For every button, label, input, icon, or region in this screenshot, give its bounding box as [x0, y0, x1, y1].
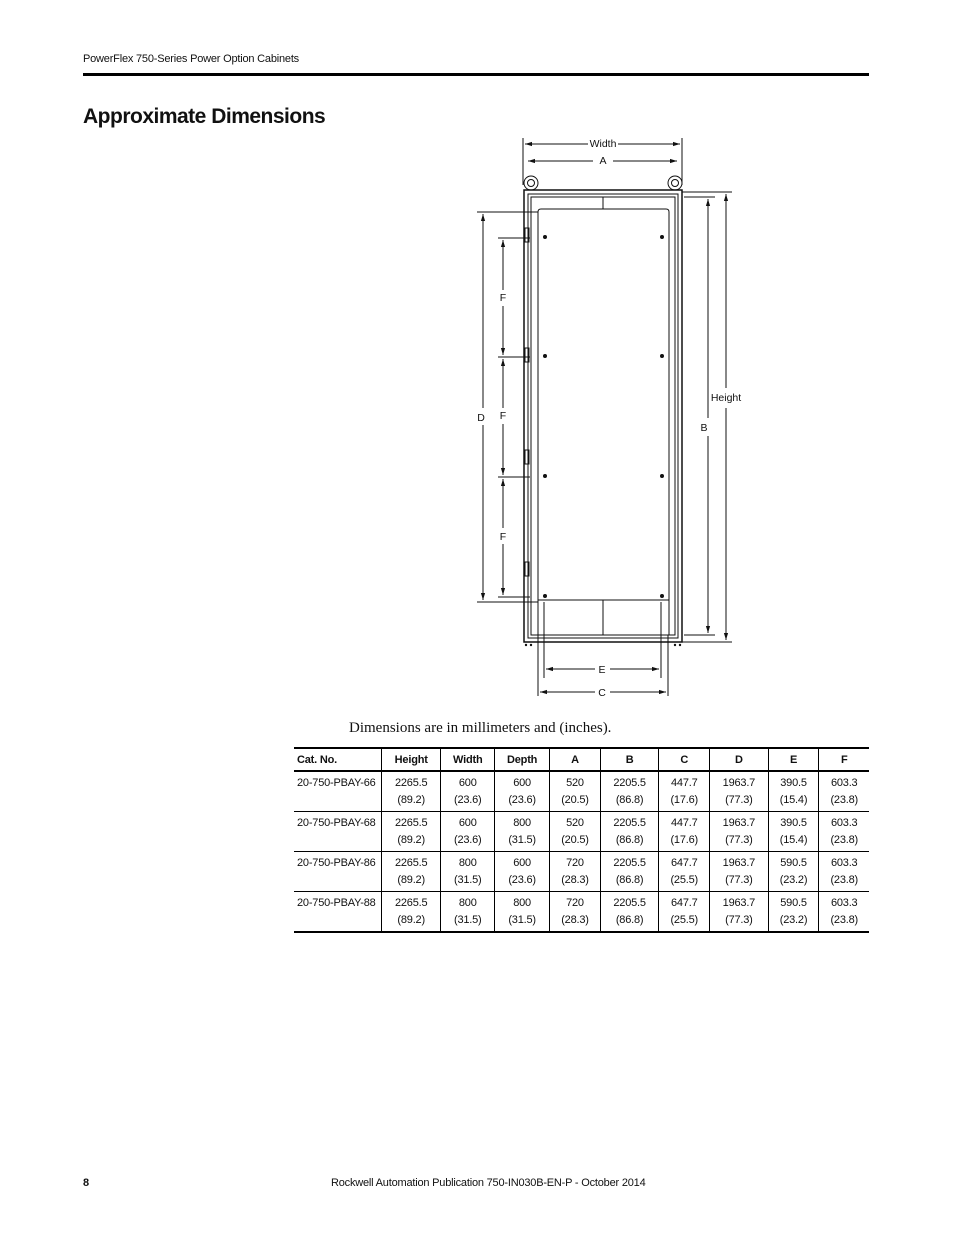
value-cell [441, 852, 495, 892]
label-b: B [700, 422, 708, 434]
col-header: C [659, 748, 710, 771]
running-head: PowerFlex 750-Series Power Option Cabinets [83, 53, 299, 65]
value-inches: (23.6) [453, 794, 482, 806]
value-mm: 1963.7 [722, 777, 756, 789]
value-mm: 603.3 [830, 857, 858, 869]
value-cell [600, 892, 658, 933]
value-inches: (77.3) [725, 914, 753, 926]
col-header: D [710, 748, 768, 771]
value-mm: 2265.5 [394, 857, 428, 869]
value-mm: 800 [458, 857, 477, 869]
value-mm: 1963.7 [722, 897, 756, 909]
value-cell [550, 892, 601, 933]
publication-footer: Rockwell Automation Publication 750-IN030B-EN-P - October 2014 [331, 1177, 646, 1189]
value-inches: (31.5) [508, 914, 536, 926]
value-inches: (86.8) [615, 794, 644, 806]
value-cell [441, 812, 495, 852]
value-cell [382, 852, 441, 892]
value-mm: 1963.7 [722, 817, 756, 829]
label-width: Width [589, 138, 617, 150]
value-mm: 2265.5 [394, 777, 428, 789]
value-cell [550, 771, 601, 812]
value-cell [659, 812, 710, 852]
value-inches: (15.4) [779, 834, 808, 846]
value-mm: 590.5 [780, 897, 807, 909]
value-cell [495, 852, 550, 892]
value-mm: 603.3 [830, 777, 858, 789]
value-inches: (20.5) [561, 794, 589, 806]
value-cell [768, 892, 819, 933]
value-inches: (77.3) [725, 834, 753, 846]
value-mm: 1963.7 [722, 857, 756, 869]
value-cell [600, 852, 658, 892]
value-inches: (31.5) [508, 834, 536, 846]
value-mm: 2265.5 [394, 817, 428, 829]
header-rule [83, 73, 869, 76]
value-mm: 603.3 [830, 897, 858, 909]
value-inches: (89.2) [397, 874, 425, 886]
value-cell [382, 812, 441, 852]
value-inches: (15.4) [779, 794, 808, 806]
cabinet-dimension-drawing [470, 130, 750, 710]
col-header: A [550, 748, 601, 771]
value-cell [710, 892, 768, 933]
col-header: Height [382, 748, 441, 771]
label-a: A [599, 155, 607, 167]
value-mm: 447.7 [670, 817, 698, 829]
value-mm: 800 [513, 897, 531, 909]
label-f-2: F [499, 410, 507, 422]
value-mm: 390.5 [780, 817, 807, 829]
value-inches: (89.2) [397, 834, 425, 846]
table-row [294, 812, 869, 852]
value-cell [819, 771, 869, 812]
value-inches: (77.3) [725, 874, 753, 886]
col-header: Width [441, 748, 495, 771]
value-cell [819, 892, 869, 933]
col-header: B [600, 748, 658, 771]
value-cell [550, 852, 601, 892]
value-inches: (17.6) [670, 834, 699, 846]
value-mm: 603.3 [830, 817, 858, 829]
value-cell [768, 852, 819, 892]
value-inches: (28.3) [561, 914, 589, 926]
value-inches: (23.8) [830, 914, 858, 926]
table-row [294, 771, 869, 812]
value-inches: (23.2) [779, 874, 808, 886]
value-mm: 720 [566, 857, 584, 869]
value-mm: 600 [458, 817, 477, 829]
value-inches: (20.5) [561, 834, 589, 846]
value-mm: 2205.5 [613, 857, 646, 869]
value-inches: (23.8) [830, 834, 858, 846]
value-cell [659, 892, 710, 933]
value-inches: (89.2) [397, 914, 425, 926]
value-mm: 2265.5 [394, 897, 428, 909]
value-inches: (23.8) [830, 794, 858, 806]
value-mm: 2205.5 [613, 817, 646, 829]
cat-no-cell: 20-750-PBAY-88 [294, 892, 382, 933]
value-inches: (86.8) [615, 914, 644, 926]
value-inches: (23.8) [830, 874, 858, 886]
value-cell [495, 892, 550, 933]
value-mm: 720 [566, 897, 584, 909]
value-mm: 600 [513, 777, 531, 789]
value-inches: (25.5) [670, 874, 699, 886]
value-cell [659, 771, 710, 812]
cat-no-cell: 20-750-PBAY-86 [294, 852, 382, 892]
value-cell [550, 812, 601, 852]
value-inches: (77.3) [725, 794, 753, 806]
col-header: E [768, 748, 819, 771]
section-title: Approximate Dimensions [83, 105, 326, 128]
value-cell [495, 771, 550, 812]
value-inches: (28.3) [561, 874, 589, 886]
value-cell [710, 812, 768, 852]
value-mm: 2205.5 [613, 897, 646, 909]
value-mm: 2205.5 [613, 777, 646, 789]
label-d: D [477, 412, 485, 424]
value-inches: (17.6) [670, 794, 699, 806]
table-header-row [294, 748, 869, 771]
value-mm: 447.7 [670, 777, 698, 789]
value-cell [768, 771, 819, 812]
cat-no-cell: 20-750-PBAY-68 [294, 812, 382, 852]
value-inches: (23.6) [508, 794, 536, 806]
value-mm: 520 [566, 817, 584, 829]
col-header: Cat. No. [294, 748, 382, 771]
value-inches: (86.8) [615, 874, 644, 886]
label-f-1: F [499, 292, 507, 304]
value-mm: 390.5 [780, 777, 807, 789]
label-height: Height [710, 392, 742, 404]
col-header: F [819, 748, 869, 771]
value-cell [382, 771, 441, 812]
value-cell [710, 771, 768, 812]
dimensions-table [294, 747, 869, 933]
value-inches: (23.6) [508, 874, 536, 886]
value-cell [382, 892, 441, 933]
value-mm: 800 [513, 817, 531, 829]
label-e: E [598, 664, 606, 676]
value-cell [819, 812, 869, 852]
col-header: Depth [495, 748, 550, 771]
value-inches: (23.6) [453, 834, 482, 846]
value-mm: 647.7 [670, 857, 698, 869]
value-cell [710, 852, 768, 892]
value-inches: (89.2) [397, 794, 425, 806]
value-mm: 647.7 [670, 897, 698, 909]
table-row [294, 852, 869, 892]
table-row [294, 892, 869, 933]
value-cell [600, 771, 658, 812]
value-mm: 600 [458, 777, 477, 789]
value-inches: (86.8) [615, 834, 644, 846]
value-mm: 800 [458, 897, 477, 909]
page-number: 8 [83, 1177, 90, 1189]
value-cell [659, 852, 710, 892]
value-cell [768, 812, 819, 852]
label-c: C [598, 687, 606, 699]
value-mm: 590.5 [780, 857, 807, 869]
value-inches: (31.5) [453, 914, 482, 926]
label-f-3: F [499, 531, 507, 543]
value-cell [441, 771, 495, 812]
value-inches: (25.5) [670, 914, 699, 926]
value-mm: 520 [566, 777, 584, 789]
value-inches: (31.5) [453, 874, 482, 886]
value-inches: (23.2) [779, 914, 808, 926]
cat-no-cell: 20-750-PBAY-66 [294, 771, 382, 812]
table-caption: Dimensions are in millimeters and (inches). [349, 720, 612, 736]
value-cell [819, 852, 869, 892]
value-cell [495, 812, 550, 852]
value-mm: 600 [513, 857, 531, 869]
value-cell [441, 892, 495, 933]
value-cell [600, 812, 658, 852]
